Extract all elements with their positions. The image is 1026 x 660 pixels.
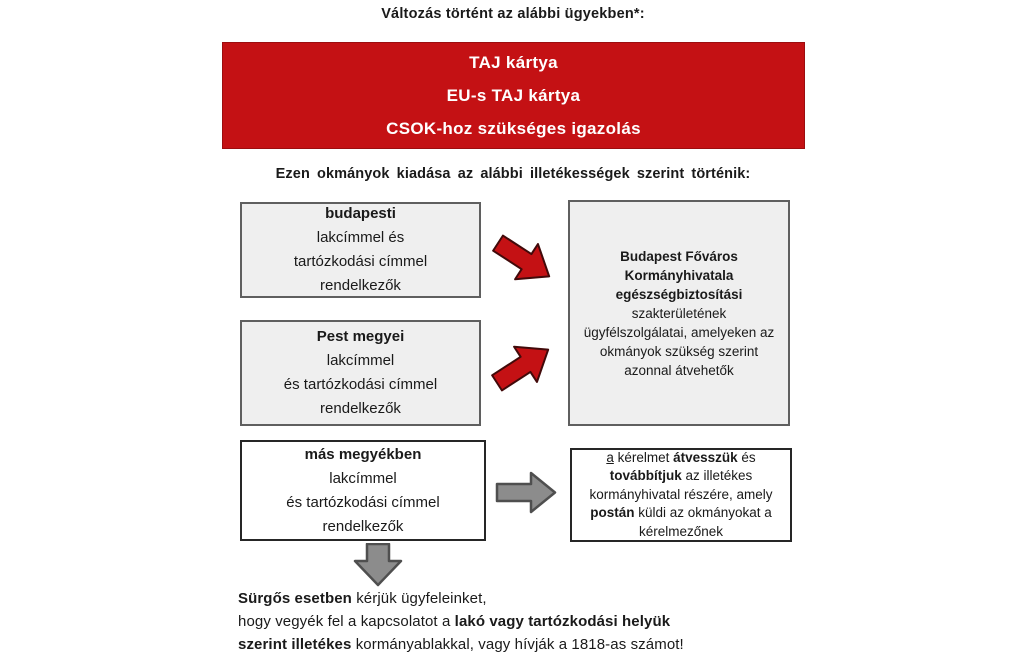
gray-arrow-down-icon — [348, 543, 408, 587]
text-line: tartózkodási címmel — [293, 253, 428, 270]
text-line: kérelmezőnek — [638, 523, 724, 539]
budapest-government-office-box — [568, 200, 790, 426]
text-line: rendelkezők — [322, 517, 404, 535]
text-line: CSOK-hoz szükséges igazolás — [386, 118, 641, 138]
text-line: okmányok szükség szerint — [599, 343, 759, 359]
text-line: Sürgős esetben kérjük ügyfeleinket, — [238, 590, 487, 607]
other-counties-residents-box — [240, 440, 486, 541]
text-line: Kormányhivatala — [624, 267, 734, 283]
text-line: hogy vegyék fel a kapcsolatot a lakó vagy tartózkodási helyük — [238, 613, 671, 630]
pest-county-residents-box — [240, 320, 481, 426]
text-line: budapesti — [325, 205, 396, 222]
text-line: egészségbiztosítási — [615, 286, 743, 302]
changed-cases-banner — [222, 42, 805, 149]
text-line: továbbítjuk az illetékes — [609, 468, 753, 484]
text-line: a kérelmet átvesszük és — [606, 449, 756, 465]
red-arrow-down-right-icon — [484, 222, 564, 297]
text-line: ügyfélszolgálatai, amelyeken az — [583, 324, 775, 340]
text-line: Pest megyei — [316, 328, 405, 345]
urgent-cases-note — [238, 587, 818, 656]
forwarded-request-box — [570, 448, 792, 542]
section-subtitle: Ezen okmányok kiadása az alábbi illetékességek szerint történik: — [275, 166, 751, 182]
red-arrow-up-right-icon — [483, 328, 563, 403]
text-line: szerint illetékes kormányablakkal, vagy hívják a 1818-as számot! — [238, 636, 684, 653]
text-line: lakcímmel — [329, 469, 397, 487]
text-line: más megyékben — [304, 445, 422, 463]
text-line: lakcímmel — [326, 352, 395, 369]
text-line: postán küldi az okmányokat a — [590, 505, 772, 521]
gray-arrow-right-icon — [495, 469, 558, 516]
text-line: rendelkezők — [320, 277, 401, 294]
text-line: és tartózkodási címmel — [283, 376, 438, 393]
text-line: kormányhivatal részére, amely — [589, 486, 773, 502]
text-line: lakcímmel és — [316, 229, 405, 246]
text-line: rendelkezők — [320, 400, 401, 417]
text-line: EU-s TAJ kártya — [446, 85, 581, 105]
page-title: Változás történt az alábbi ügyekben*: — [381, 6, 645, 22]
text-line: és tartózkodási címmel — [286, 493, 440, 511]
text-line: azonnal átvehetők — [624, 362, 734, 378]
text-line: Budapest Főváros — [620, 248, 738, 264]
text-line: szakterületének — [631, 305, 727, 321]
text-line: TAJ kártya — [469, 52, 558, 72]
budapest-residents-box — [240, 202, 481, 298]
